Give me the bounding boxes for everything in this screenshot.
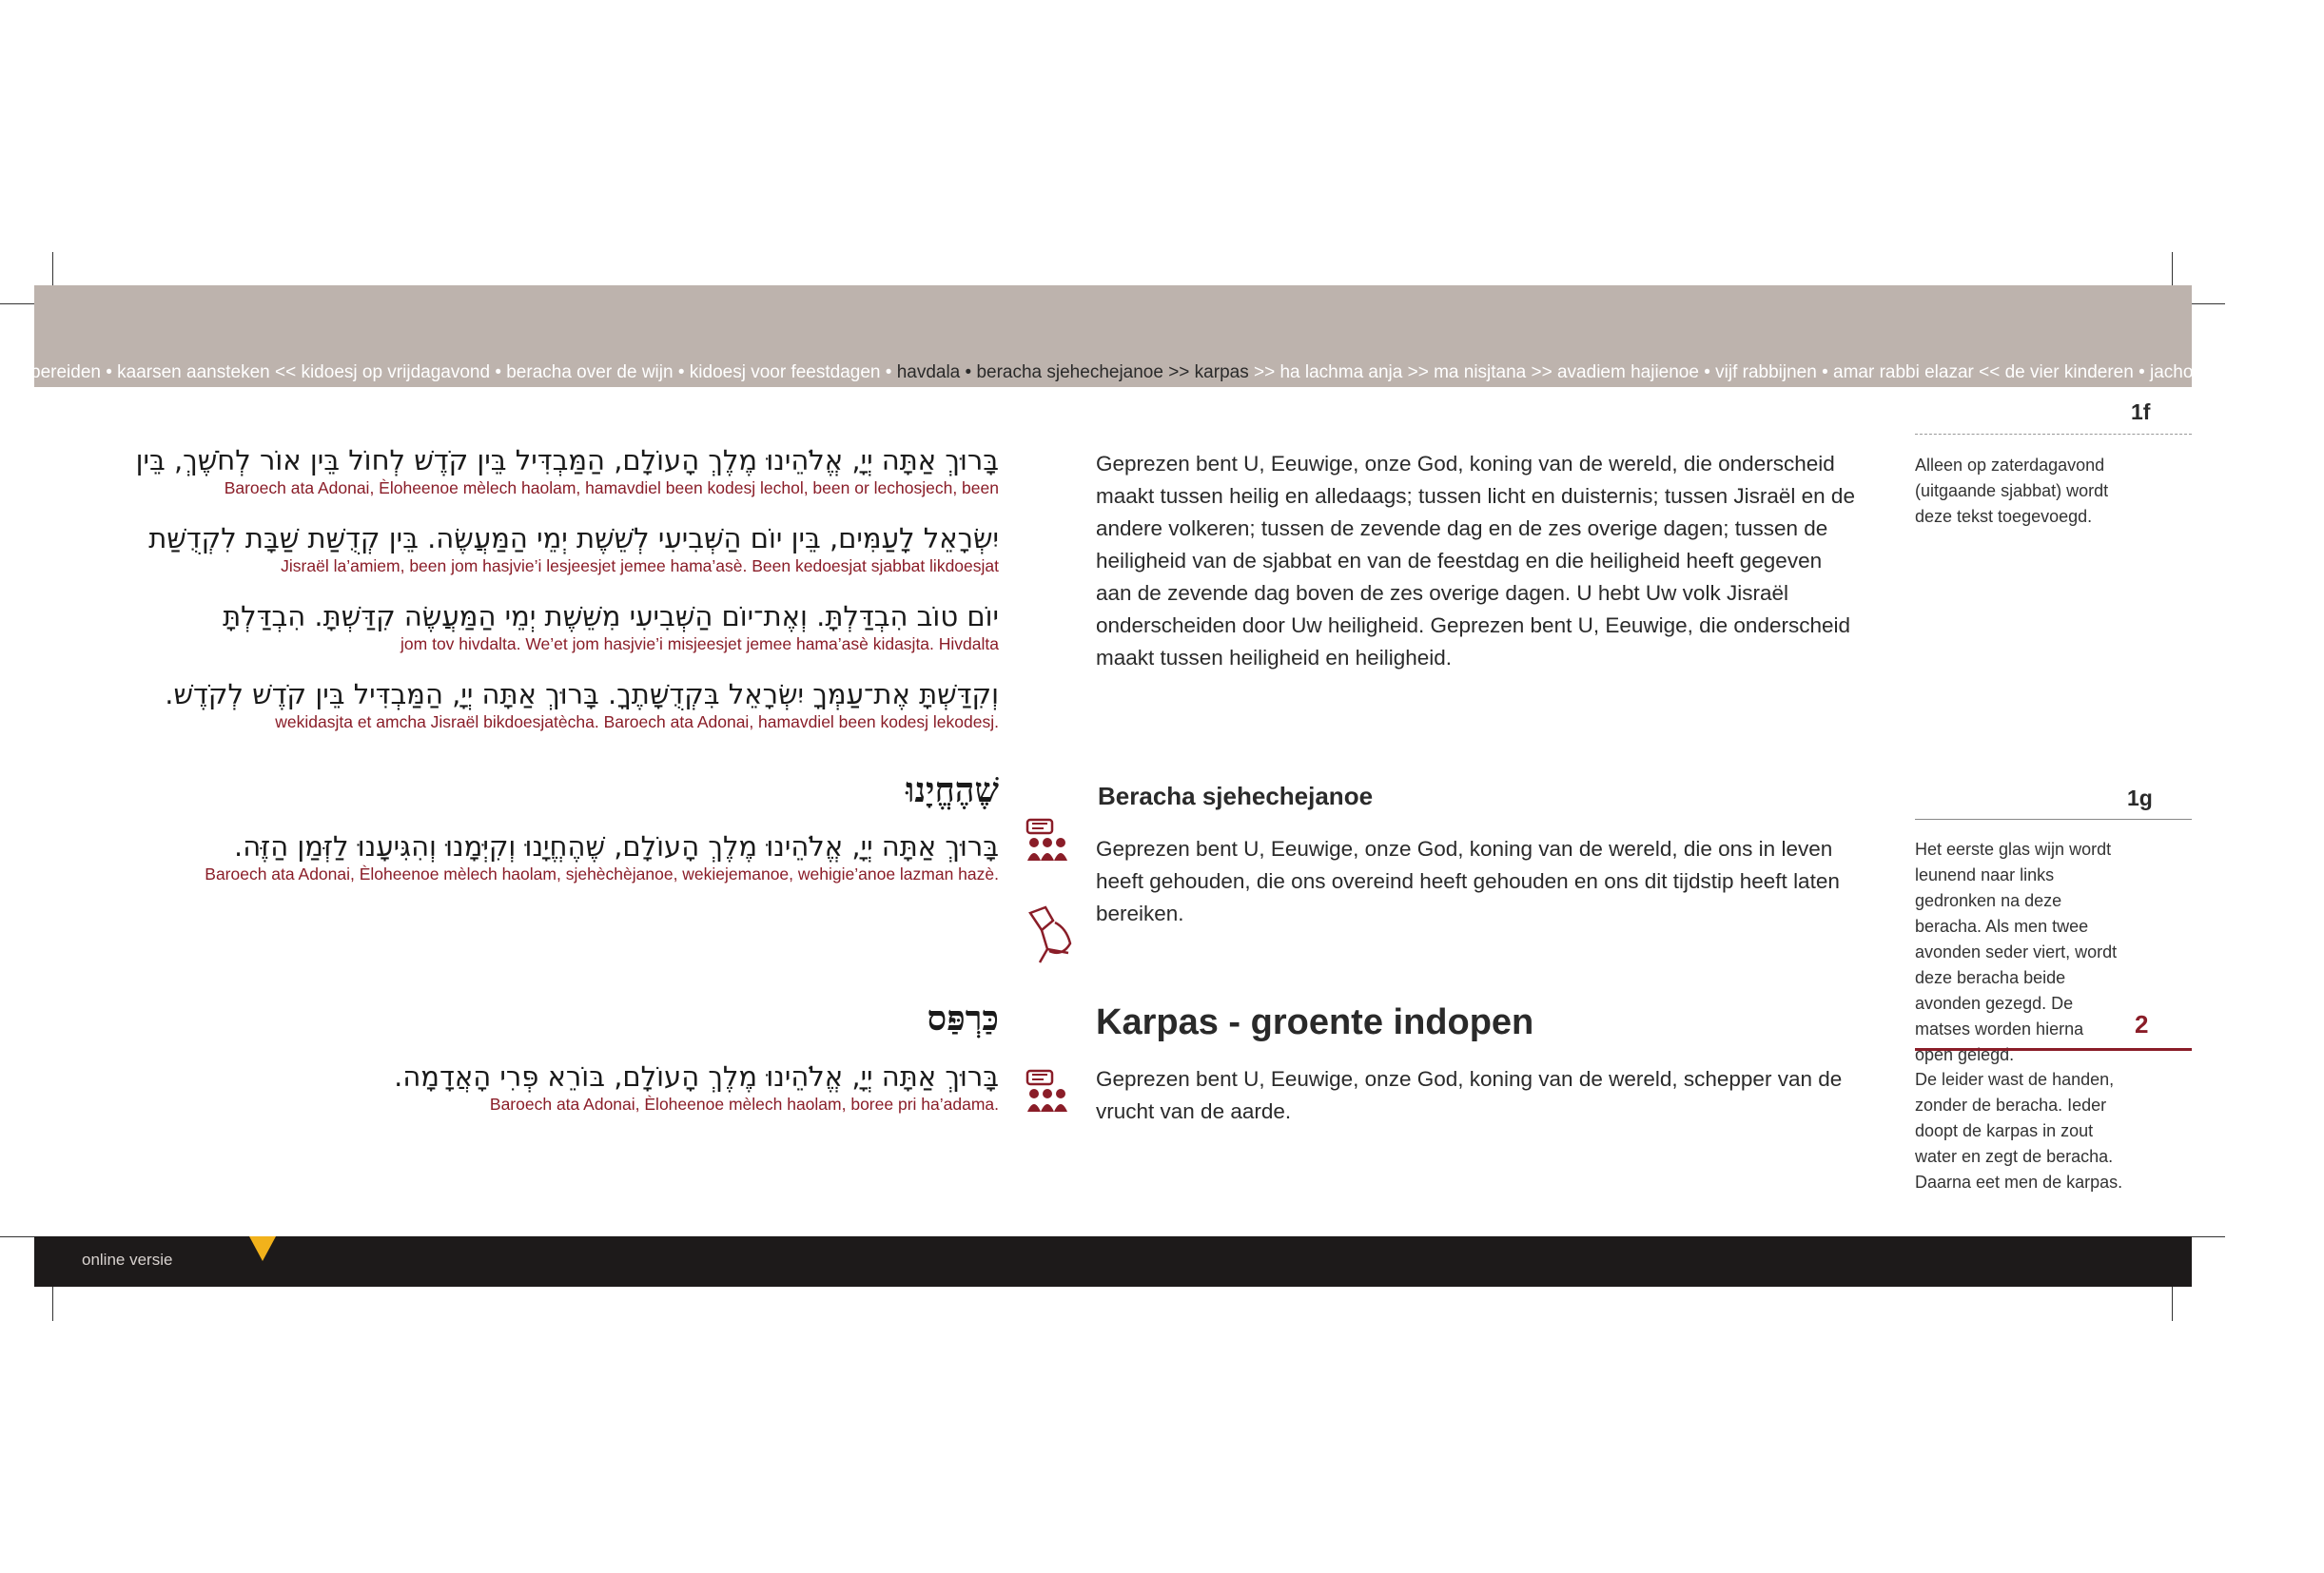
crop-mark	[2172, 252, 2173, 286]
crop-mark	[2192, 1236, 2225, 1237]
blessing-group-icon	[1025, 818, 1072, 864]
karpas-side-note: De leider wast de handen, zonder de beracha. Ieder doopt de karpas in zout water en zegt de beracha. Daarna eet men de karpas.	[1915, 1070, 2123, 1192]
transliteration: wekidasjta et amcha Jisraël bikdoesjatècha. Baroech ata Adonai, hamavdiel been kodesj lekodesj.	[275, 712, 999, 731]
blessing-group-icon	[1025, 1069, 1072, 1115]
footer-bar	[34, 1236, 2192, 1287]
karpas-translation: Geprezen bent U, Eeuwige, onze God, koning van de wereld, schepper van de vrucht van de aarde.	[1096, 1067, 1843, 1123]
transliteration: Baroech ata Adonai, Èloheenoe mèlech haolam, sjehèchèjanoe, wekiejemanoe, wehigie’anoe lazman hazè.	[205, 864, 999, 884]
havdala-line-2	[148, 521, 999, 576]
section-navigation	[30, 359, 2324, 386]
havdala-line-3	[223, 599, 999, 654]
hebrew-text: בָּרוּךְ אַתָּה יְיָ, אֱלֹהֵינוּ מֶלֶךְ הָעוֹלָם, הַמַּבְדִּיל בֵּין קֹדֶשׁ לְחוֹל בֵּין אוֹר לְחֹשֶׁךְ, בֵּין	[135, 444, 999, 476]
transliteration: Baroech ata Adonai, Èloheenoe mèlech haolam, boree pri ha’adama.	[489, 1095, 999, 1114]
karpas-heading: Karpas - groente indopen	[1096, 1002, 1534, 1042]
crop-mark	[0, 303, 34, 304]
hebrew-text: בָּרוּךְ אַתָּה יְיָ, אֱלֹהֵינוּ מֶלֶךְ הָעוֹלָם, בּוֹרֵא פְּרִי הָאֲדָמָה.	[394, 1060, 999, 1093]
sjehechejanoe-translation: Geprezen bent U, Eeuwige, onze God, koning van de wereld, die ons in leven heeft gehouden, die ons overeind heeft gehouden en ons dit tijdstip heeft laten bereiken.	[1096, 837, 1840, 925]
havdala-line-4	[165, 677, 999, 732]
divider-accent	[1915, 1048, 2192, 1051]
section-number: 1f	[2131, 399, 2151, 424]
hebrew-text: יוֹם טוֹב הִבְדַּלְתָּ. וְאֶת־יוֹם הַשְּׁבִיעִי מִשֵּׁשֶׁת יְמֵי הַמַּעֲשֶׂה קִדַּשְׁתָּ. הִבְדַּלְתָּ	[223, 600, 999, 632]
havdala-translation: Geprezen bent U, Eeuwige, onze God, koning van de wereld, die onderscheid maakt tussen heilig en alledaags; tussen licht en duisternis; tussen Jisraël en de andere volkeren; tussen de zevende dag en de zes overige dagen; tussen de heiligheid van de sjabbat en van de feestdag en die heiligheid heeft gegeven aan de zevende dag boven de zes overige dagen. U hebt Uw volk Jisraël onderscheiden door Uw heiligheid. Geprezen bent U, Eeuwige, die onderscheid maakt tussen heiligheid en heiligheid.	[1096, 452, 1855, 670]
crop-mark	[0, 1236, 34, 1237]
hebrew-text: יִשְׂרָאֵל לָעַמִּים, בֵּין יוֹם הַשְּׁבִיעִי לְשֵׁשֶׁת יְמֵי הַמַּעֲשֶׂה. בֵּין קְדֻשַּׁת שַׁבָּת לִקְדֻשַּׁת	[148, 522, 999, 554]
divider	[1915, 819, 2192, 820]
footer-label[interactable]: online versie	[82, 1251, 173, 1269]
karpas-hebrew-title: כַּרְפַּס	[927, 999, 999, 1039]
sjehechejanoe-blessing	[205, 829, 999, 884]
sjehechejanoe-heading: Beracha sjehechejanoe	[1098, 782, 1374, 810]
havdala-side-note: Alleen op zaterdagavond (uitgaande sjabbat) wordt deze tekst toegevoegd.	[1915, 456, 2109, 526]
section-number: 2	[2135, 1010, 2149, 1039]
nav-after[interactable]: >> ha lachma anja >> ma nisjtana >> avadiem hajienoe • vijf rabbijnen • amar rabbi elazar << de vier kinderen • jachol merosj chodesj	[1248, 362, 2324, 382]
nav-current[interactable]: havdala • beracha sjehechejanoe >> karpas	[896, 362, 1249, 382]
transliteration: jom tov hivdalta. We’et jom hasjvie’i misjeesjet jemee hama’asè kidasjta. Hivdalta	[400, 634, 999, 653]
divider-dashed	[1915, 434, 2192, 435]
sjehechejanoe-side-note: Het eerste glas wijn wordt leunend naar links gedronken na deze beracha. Als men twee avonden seder viert, wordt deze beracha beide avonden gezegd. De matses worden hierna open gelegd.	[1915, 840, 2118, 1064]
karpas-blessing	[394, 1059, 999, 1115]
sjehechejanoe-hebrew-title: שֶׁהֶחֱיָנוּ	[906, 770, 999, 810]
section-number: 1g	[2127, 786, 2153, 810]
havdala-line-1	[136, 443, 999, 498]
transliteration: Baroech ata Adonai, Èloheenoe mèlech haolam, hamavdiel been kodesj lechol, been or lechosjech, been	[224, 478, 999, 497]
page-marker-icon	[249, 1236, 276, 1261]
transliteration: Jisraël la’amiem, been jom hasjvie’i lesjeesjet jemee hama’asè. Been kedoesjat sjabbat likdoesjat	[281, 556, 999, 575]
hebrew-text: בָּרוּךְ אַתָּה יְיָ, אֱלֹהֵינוּ מֶלֶךְ הָעוֹלָם, שֶׁהֶחֱיָנוּ וְקִיְּמָנוּ וְהִגִּיעָנוּ לַזְּמַן הַזֶּה.	[234, 830, 999, 863]
crop-mark	[2172, 1287, 2173, 1321]
wine-glass-icon	[1023, 903, 1080, 966]
crop-mark	[2192, 303, 2225, 304]
crop-mark	[52, 252, 53, 286]
nav-before[interactable]: bereiden • kaarsen aansteken << kidoesj op vrijdagavond • beracha over de wijn • kidoesj voor feestdagen •	[30, 362, 897, 382]
crop-mark	[52, 1287, 53, 1321]
hebrew-text: וְקִדַּשְׁתָּ אֶת־עַמְּךָ יִשְׂרָאֵל בִּקְדֻשָּׁתֶךָ. בָּרוּךְ אַתָּה יְיָ, הַמַּבְדִּיל בֵּין קֹדֶשׁ לְקֹדֶשׁ.	[165, 678, 999, 710]
